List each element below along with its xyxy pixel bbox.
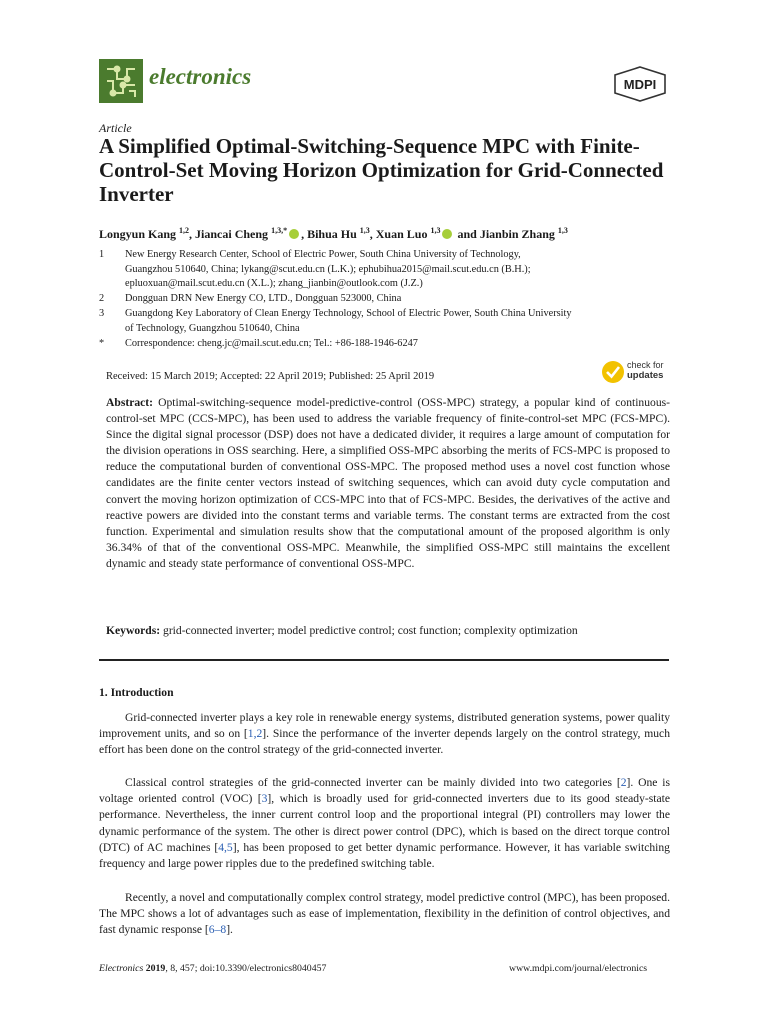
orcid-icon[interactable] <box>442 229 452 239</box>
authors-conjunction: and <box>457 227 477 241</box>
citation-link[interactable]: 4,5 <box>218 840 233 854</box>
footer-journal: Electronics <box>99 963 144 974</box>
paper-title: A Simplified Optimal-Switching-Sequence MPC with Finite-Control-Set Moving Horizon Optimization for Grid-Connected Inverter <box>99 134 664 206</box>
affiliation-1 <box>99 248 679 292</box>
affiliation-line: of Technology, Guangzhou 510640, China <box>125 322 300 334</box>
section-divider <box>99 659 669 661</box>
journal-logo-icon <box>99 59 143 103</box>
keywords-text: grid-connected inverter; model predictive control; cost function; complexity optimization <box>163 624 578 637</box>
check-for-updates-label[interactable] <box>627 360 664 381</box>
author-affil-sup: 1,2 <box>179 226 190 235</box>
publication-dates: Received: 15 March 2019; Accepted: 22 April 2019; Published: 25 April 2019 <box>106 371 435 382</box>
body-paragraph-1: Grid-connected inverter plays a key role in renewable energy systems, distributed generation systems, power quality improvement units, and so on [1,2]. Since the performance of the inverter depends largely on the control strategy, much effort has been done on the control strategy of the grid-connected inverter. <box>99 711 670 757</box>
author-affil-sup: 1,3 <box>359 226 370 235</box>
orcid-icon[interactable] <box>289 229 299 239</box>
author-name: Jiancai Cheng <box>195 227 269 241</box>
abstract-text: Optimal-switching-sequence model-predictive-control (OSS-MPC) strategy, a popular kind of continuous-control-set MPC (CCS-MPC), has been used to address the variable frequency of finite-control-set MPC (FCS-MPC). Since the digital signal processor (DSP) does not have a dedicated divider, it requires a large amount of computation for the division operations in OSS searching. Here, a simplified OSS-MPC absorbing the merits of FCS-MPC is proposed to reduce the computational burden of conventional OSS-MPC. The proposed method uses a novel cost function whose candidates are the finite center vectors instead of switching sequences, which can avoid duty cycle computation and convert the moving horizon optimization of CCS-MPC into that of FCS-MPC. Besides, the derivatives of the active and reactive powers are divided into the constant terms and variable terms. The constant terms are extracted from the cost function. Experimental and simulation results show that the computational amount of the proposed algorithm is only 36.34% of that of the conventional OSS-MPC. Meanwhile, the simplified OSS-MPC still maintains the excellent dynamic and steady state performance of conventional OSS-MPC. <box>106 396 670 570</box>
author-name: Bihua Hu <box>307 227 357 241</box>
section-heading: 1. Introduction <box>99 686 174 699</box>
keywords <box>106 624 670 637</box>
author-affil-sup: 1,3 <box>557 226 568 235</box>
author-affil-sup: 1,3,* <box>271 226 288 235</box>
check-for-updates-line2: updates <box>627 370 664 381</box>
footer-citation <box>99 963 326 974</box>
abstract-label: Abstract: <box>106 396 154 409</box>
body-paragraph-3: Recently, a novel and computationally complex control strategy, model predictive control (MPC), has been proposed. The MPC shows a lot of advantages such as ease of implementation, flexibility in the definition of control objectives, and fast dynamic response [6–8]. <box>99 891 670 937</box>
affiliation-line: Dongguan DRN New Energy CO, LTD., Dongguan 523000, China <box>125 293 402 304</box>
article-type: Article <box>99 121 132 135</box>
body-paragraph-2: Classical control strategies of the grid-connected inverter can be mainly divided into two categories [2]. One is voltage oriented control (VOC) [3], which is broadly used for grid-connected inverters due to its good steady-state performance. Nevertheless, the inner current control loop and the proportional integral (PI) controllers may lower the dynamic performance of the system. The other is direct power control (DPC), which is based on the direct torque control (DTC) of AC machines [4,5], has been proposed to get better dynamic performance. However, it has variable switching frequency and large power ripples due to the predefined switching table. <box>99 776 670 871</box>
citation-link[interactable]: 6–8 <box>208 923 227 937</box>
keywords-label: Keywords: <box>106 624 161 637</box>
citation-link[interactable]: 2 <box>620 776 627 789</box>
affiliation-number: 1 <box>99 249 105 260</box>
citation-link[interactable]: 3 <box>261 792 268 806</box>
abstract <box>106 395 670 572</box>
footer-url[interactable]: www.mdpi.com/journal/electronics <box>509 963 648 974</box>
author-name: Jianbin Zhang <box>479 227 555 241</box>
affiliation-number: * <box>99 338 105 349</box>
citation-link[interactable]: 1,2 <box>247 727 263 741</box>
publisher-logo-text: MDPI <box>623 77 657 92</box>
correspondence <box>99 337 679 352</box>
author-name: Longyun Kang <box>99 227 177 241</box>
affiliation-number: 3 <box>99 308 105 319</box>
mdpi-logo-icon <box>612 66 668 102</box>
affiliation-line: epluoxuan@mail.scut.edu.cn (X.L.); zhang_jianbin@outlook.com (J.Z.) <box>125 278 423 289</box>
check-for-updates-line1: check for <box>627 360 664 370</box>
affiliation-3 <box>99 307 679 336</box>
affiliation-line: Correspondence: cheng.jc@mail.scut.edu.cn; Tel.: +86-188-1946-6247 <box>125 338 418 349</box>
author-list: Longyun Kang $^{1,2}$, Jiancai Cheng $^{1,3,*}$ , Bihua Hu $^{1,3}$, Xuan Luo $^{1,3}$ and Jianbin Zhang $^{1,3}$ <box>99 226 568 241</box>
footer-doi: , 8, 457; doi:10.3390/electronics8040457 <box>165 963 327 974</box>
footer-year: 2019 <box>145 963 166 974</box>
affiliation-line: New Energy Research Center, School of Electric Power, South China University of Technology, <box>125 249 521 260</box>
author-name: Xuan Luo <box>375 227 428 241</box>
author-affil-sup: 1,3 <box>430 226 441 235</box>
affiliation-line: Guangdong Key Laboratory of Clean Energy Technology, School of Electric Power, South China University <box>125 308 572 319</box>
affiliation-number: 2 <box>99 293 105 304</box>
journal-name: electronics <box>149 64 252 89</box>
affiliation-2 <box>99 292 679 307</box>
affiliation-line: Guangzhou 510640, China; lykang@scut.edu.cn (L.K.); ephubihua2015@mail.scut.edu.cn (B.H.); <box>125 263 531 275</box>
